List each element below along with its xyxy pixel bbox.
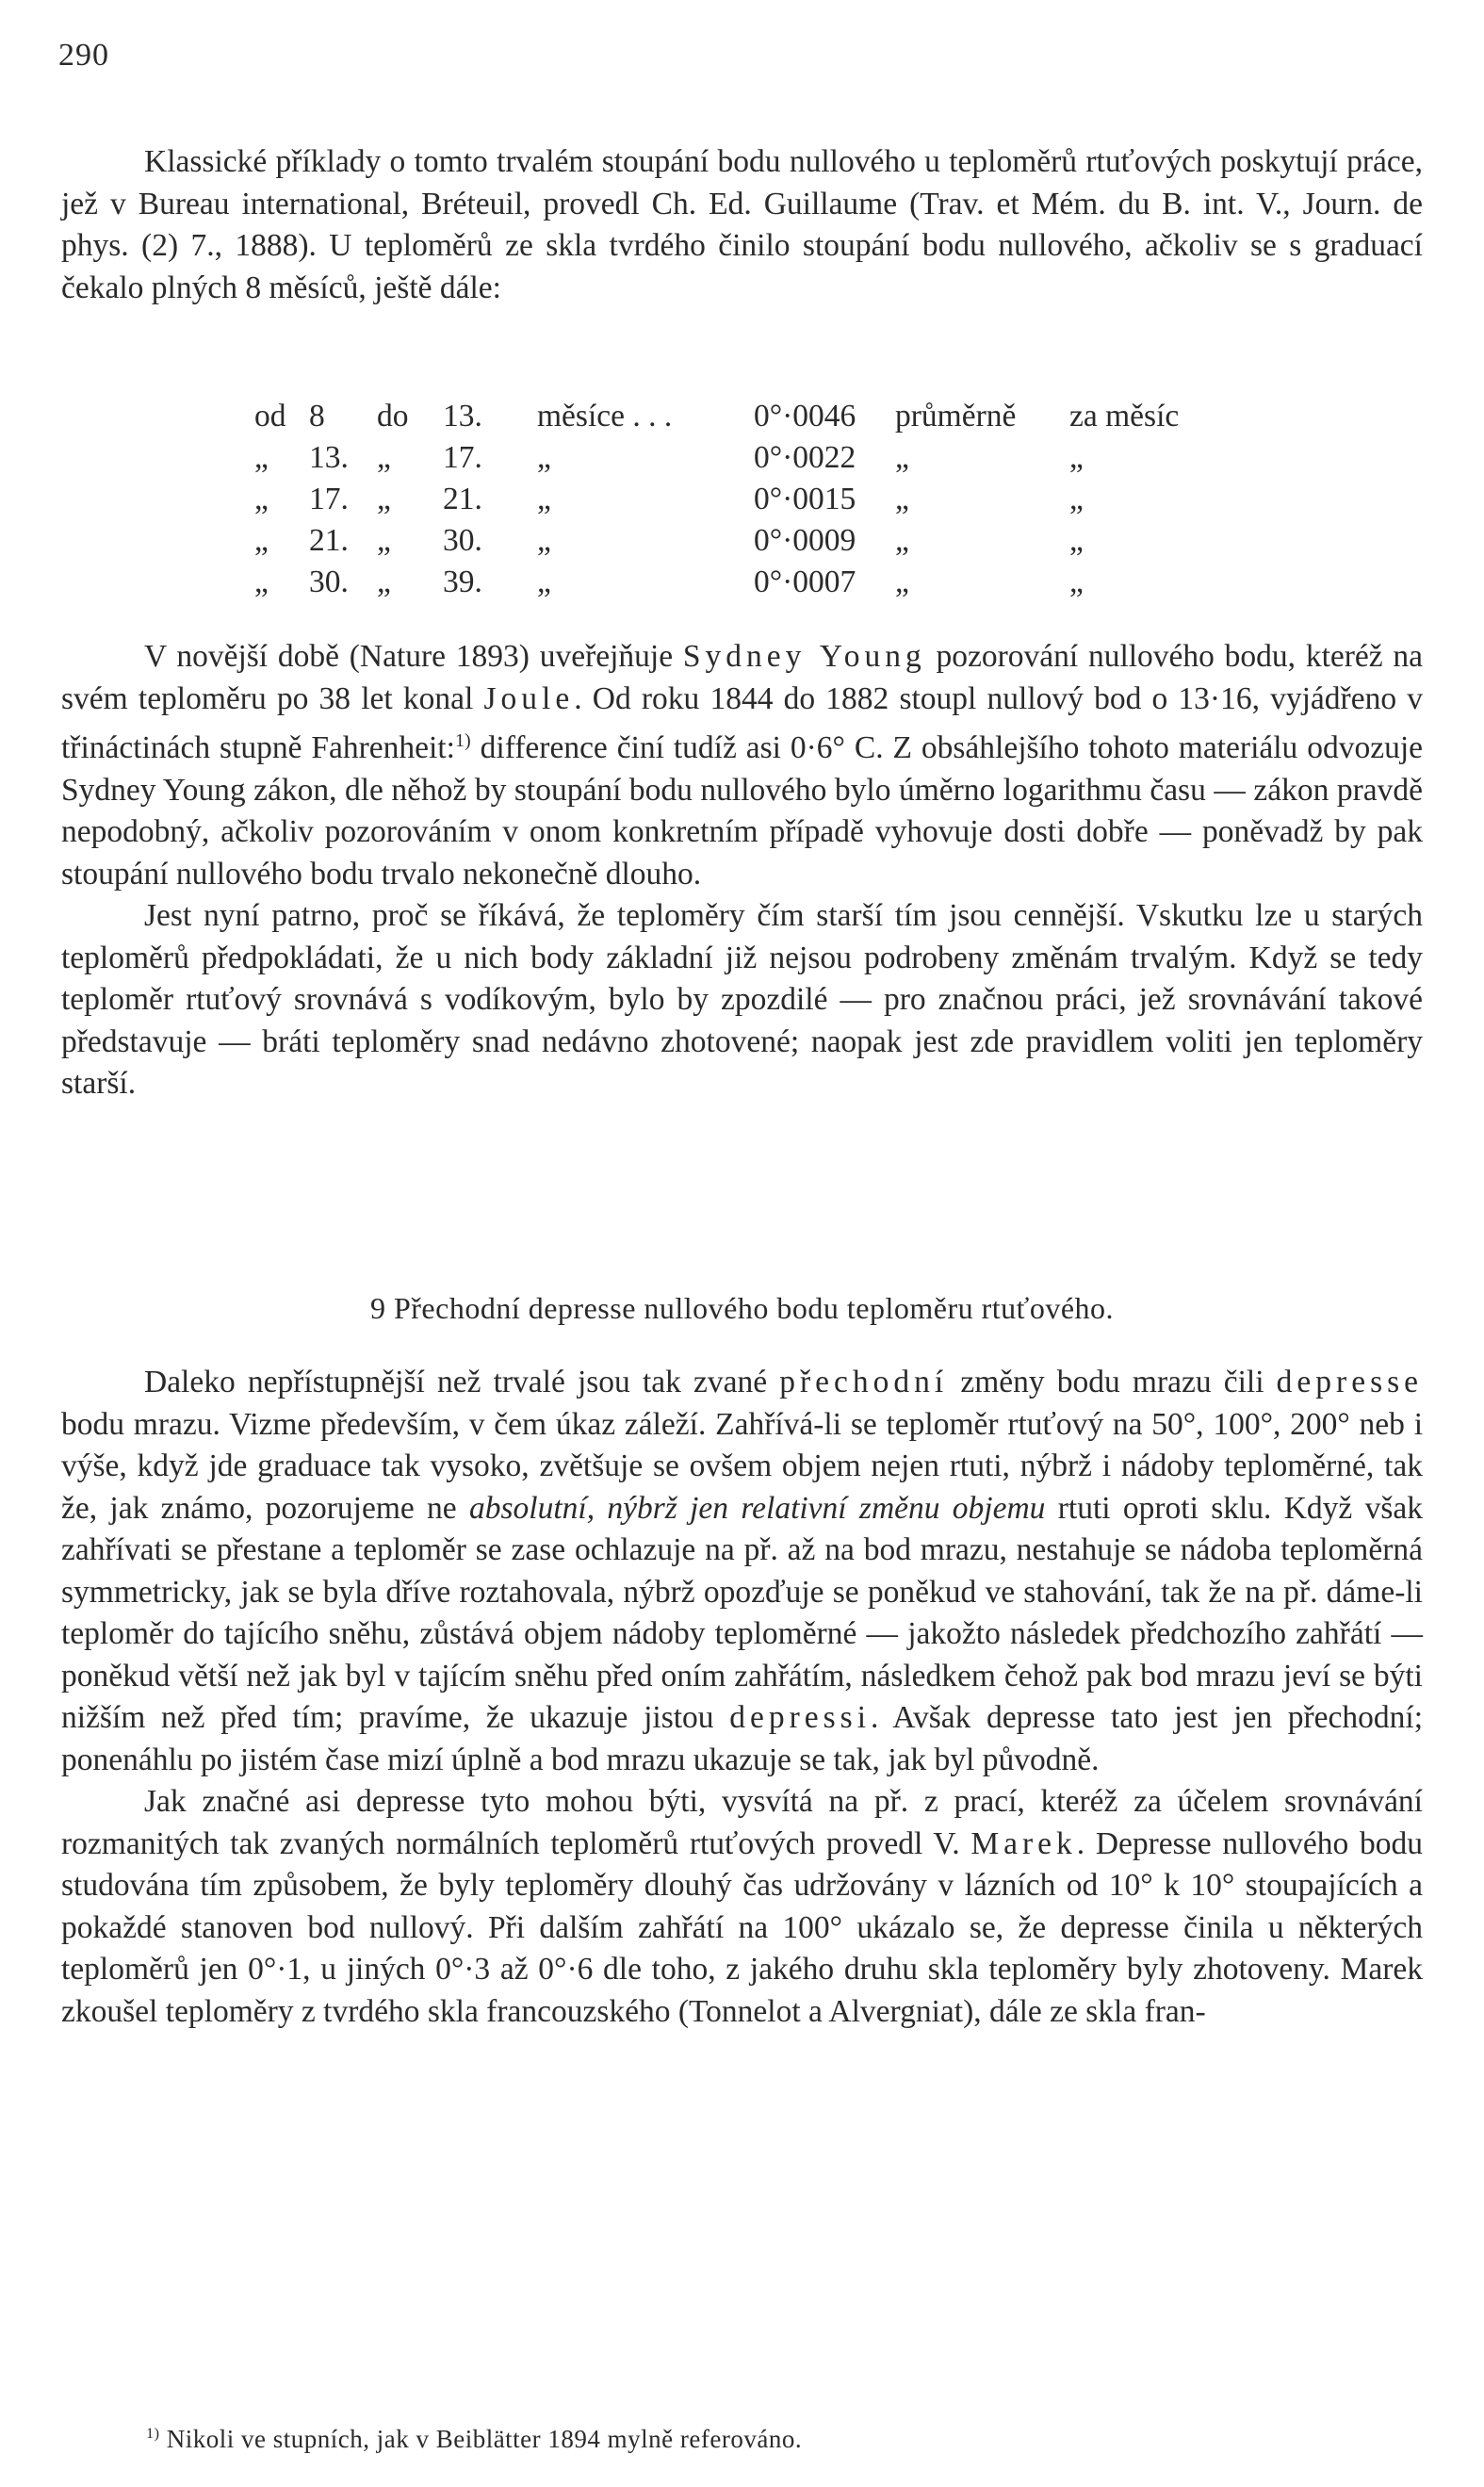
footnote-marker: 1) <box>454 730 471 751</box>
table-row: od 8 do 13. měsíce . . . 0°·0046 průměrně za měsíc <box>254 399 1180 434</box>
spaced-term: depressi <box>729 1700 872 1735</box>
table-row: „ 30. „ 39. „ 0°·0007 „ „ <box>254 564 1084 599</box>
paragraph-sydney-young <box>61 636 1423 1105</box>
italic-phrase: absolutní, nýbrž jen relativní změnu objemu <box>468 1490 1046 1526</box>
section-heading: 9 Přechodní depresse nullového bodu teploměru rtuťového. <box>369 1291 1115 1325</box>
spaced-term: depresse <box>1276 1365 1424 1399</box>
paragraph-text: Daleko nepřístupnější než trvalé jsou tak zvané přechodní změny bodu mrazu čili depresse bodu mrazu. Vizme především, v čem úkaz záleží. Zahřívá-li se teploměr rtuťový na 50°, 100°, 200° neb i výše, když jde graduace tak vysoko, zvětšuje se ovšem objem nejen rtuti, nýbrž i nádoby teploměrné, tak že, jak známo, pozorujeme ne absolutní, nýbrž jen relativní změnu objemu rtuti oproti sklu. Když však zahřívati se přestane a teploměr se zase ochlazuje na př. až na bod mrazu, nestahuje se nádoba teploměrná symmetricky, jak se byla dříve roztahovala, nýbrž opozďuje se poněkud ve stahování, tak že na př. dáme-li teploměr do tajícího sněhu, zůstává objem nádoby teploměrné — jakožto následek předchozího zahřátí — poněkud větší než jak byl v tajícím sněhu před oním zahřátím, následkem čehož pak bod mrazu jeví se býti nižším než před tím; pravíme, že ukazuje jistou depressi. Avšak depresse tato jest jen přechodní; ponenáhlu po jistém čase mizí úplně a bod mrazu ukazuje se tak, jak byl původně. <box>61 1365 1424 1777</box>
author-name: Joule <box>483 680 575 716</box>
paragraph-text: V novější době (Nature 1893) uveřejňuje Sydney Young pozorování nullového bodu, kteréž na svém teploměru po 38 let konal Joule. Od roku 1844 do 1882 stoupl nullový bod o 13·16, vyjádřeno v třináctinách stupně Fahrenheit:$^{1)}$ difference činí tudíž asi 0·6° C. Z obsáhlejšího tohoto materiálu odvozuje Sydney Young zákon, dle něhož by stoupání bodu nullového bylo úměrno logarithmu času — zákon pravdě nepodobný, ačkoliv pozorováním v onom konkretním případě vyhovuje dosti dobře — poněvadž by pak stoupání nullového bodu trvalo nekonečně dlouho. <box>61 639 1424 892</box>
nullpoint-rise-table <box>254 396 1291 603</box>
paragraph-text: Jak značné asi depresse tyto mohou býti, vysvítá na př. z prací, kteréž za účelem srovnávání rozmanitých tak zvaných normálních teploměrů rtuťových provedl V. Marek. Depresse nullového bodu studována tím způsobem, že byly teploměry dlouhý čas udržovány v lázních od 10° k 10° stoupajících a pokaždé stanoven bod nullový. Při dalším zahřátí na 100° ukázalo se, že depresse činila u některých teploměrů jen 0°·1, u jiných 0°·3 až 0°·6 dle toho, z jakého druhu skla teploměry byly zhotoveny. Marek zkoušel teploměry z tvrdého skla francouzského (Tonnelot a Alvergniat), dále ze skla fran- <box>61 1784 1423 2029</box>
page-number: 290 <box>58 38 109 73</box>
footnote-marker: 1) <box>146 2425 160 2442</box>
paragraph-text: Klassické příklady o tomto trvalém stoupání bodu nullového u teploměrů rtuťových poskytují práce, jež v Bureau international, Bréteuil, provedl Ch. Ed. Guillaume (Trav. et Mém. du B. int. V., Journ. de phys. (2) 7., 1888). U teploměrů ze skla tvrdého činilo stoupání bodu nullového, ačkoliv se s graduací čekalo plných 8 měsíců, ještě dále: <box>61 144 1423 305</box>
table-row: „ 17. „ 21. „ 0°·0015 „ „ <box>254 482 1084 516</box>
footnote-text: Nikoli ve stupních, jak v Beiblätter 1894 mylně referováno. <box>166 2425 803 2453</box>
paragraph-text: Jest nyní patrno, proč se říkává, že teploměry čím starší tím jsou cennější. Vskutku lze u starých teploměrů předpokládati, že u nich body základní již nejsou podrobeny změnám trvalým. Když se tedy teploměr rtuťový srovnává s vodíkovým, bylo by zpozdilé — pro značnou práci, jež srovnávání takové představuje — bráti teploměry snad nedávno zhotovené; naopak jest zde pravidlem voliti jen teploměry starší. <box>61 898 1423 1102</box>
spaced-term: přechodní <box>779 1365 949 1399</box>
table-row: „ 21. „ 30. „ 0°·0009 „ „ <box>254 523 1084 558</box>
paragraph-depression <box>61 1362 1423 2033</box>
footnote <box>146 2425 802 2454</box>
author-name: Marek <box>970 1825 1077 1861</box>
paragraph-guillaume <box>61 141 1423 309</box>
author-name: Sydney Young <box>682 639 926 674</box>
table-row: „ 13. „ 17. „ 0°·0022 „ „ <box>254 440 1084 475</box>
